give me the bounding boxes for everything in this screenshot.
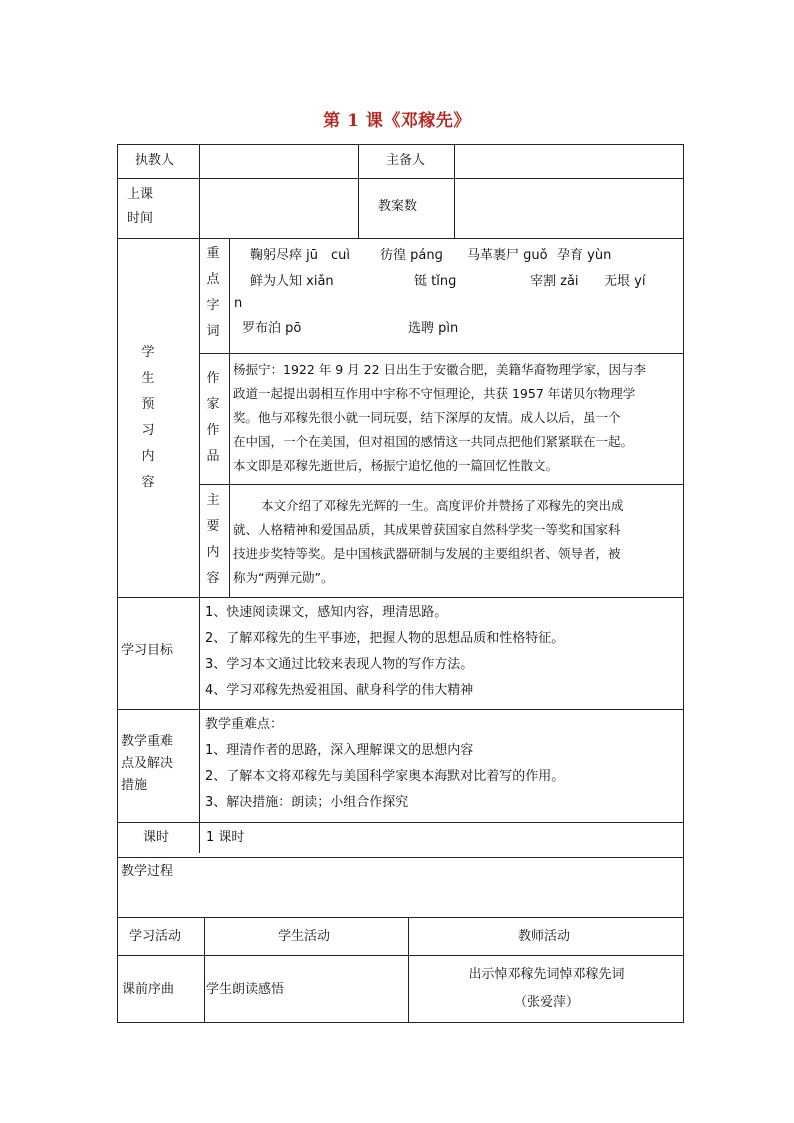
difficulty-list: 教学重难点： 1、理清作者的思路，深入理解课文的思想内容 2、了解本文将邓稼先与美国科学家奥本海默对比着写的作用。 3、解决措施：朗读；小组合作探究: [205, 717, 565, 810]
preview-label: 学 生 预 习 内 容: [141, 345, 155, 490]
plan-count-label: 教案数: [378, 199, 418, 214]
col-divider: [204, 917, 205, 1023]
activity-header-teacher: 教师活动: [518, 929, 571, 944]
teacher-label: 执教人: [135, 153, 175, 168]
row-divider: [117, 178, 684, 179]
key-word: 无垠 yí: [604, 274, 646, 289]
hours-value: 1 课时: [206, 830, 245, 845]
col-divider: [229, 238, 230, 597]
key-word: 宰割 zǎi: [530, 274, 579, 289]
row-divider: [117, 857, 684, 858]
author-label: 作 家 作 品: [206, 371, 220, 464]
difficulty-label: 教学重难 点及解决 措施: [121, 734, 174, 793]
row-divider: [199, 353, 684, 354]
row-divider: [117, 238, 684, 239]
key-word: 鞠躬尽瘁 jū cuì: [250, 248, 350, 263]
key-word: 选聘 pìn: [408, 321, 459, 336]
key-word: 彷徨 pánɡ: [380, 248, 443, 263]
key-word-wrap: n: [234, 296, 243, 311]
goals-list: 1、快速阅读课文，感知内容，理清思路。 2、了解邓稼先的生平事迹，把握人物的思想品质和性格特征。 3、学习本文通过比较来表现人物的写作方法。 4、学习邓稼先热爱祖国、献身科学的伟大精神: [205, 605, 565, 698]
key-word: 鲜为人知 xiǎn: [250, 274, 334, 289]
row-divider: [117, 709, 684, 710]
preparer-label: 主备人: [386, 153, 426, 168]
key-word: 罗布泊 pō: [242, 321, 302, 336]
activity-teacher: 出示悼邓稼先词悼邓稼先词: [468, 967, 625, 982]
page-title: 第 1 课《邓稼先》: [323, 111, 471, 131]
key-word: 孕育 yùn: [557, 248, 612, 263]
activity-student: 学生朗读感悟: [206, 982, 285, 997]
row-divider: [117, 955, 684, 956]
key-word: 马革裹尸 ɡuǒ: [467, 248, 548, 263]
row-divider: [199, 484, 684, 485]
row-divider: [117, 822, 684, 823]
activity-header-learning: 学习活动: [129, 929, 182, 944]
main-content-label: 主 要 内 容: [206, 493, 220, 586]
class-time-label: 上课: [127, 187, 154, 202]
class-time-label: 时间: [127, 211, 154, 226]
key-word: 铤 tǐnɡ: [414, 274, 457, 289]
activity-teacher-author: （张爱萍）: [513, 995, 579, 1010]
author-text: 杨振宁：1922 年 9 月 22 日出生于安徽合肥，美籍华裔物理学家，因与李 政道一起提出弱相互作用中宇称不守恒理论，共获 1957 年诺贝尔物理学 奖。他与邓稼先很小就一同玩耍，结下深厚的友情。成人以后，虽一个 在中国，一个在美国，但对祖国的感情这一共同点把他们紧紧联在一起。 本文即是邓稼先逝世后，杨振宁追忆他的一篇回忆性散文。: [233, 362, 647, 473]
row-divider: [117, 917, 684, 918]
activity-header-student: 学生活动: [278, 929, 331, 944]
goals-label: 学习目标: [121, 643, 174, 658]
hours-label: 课时: [143, 830, 170, 845]
col-divider: [358, 144, 359, 238]
col-divider: [454, 144, 455, 238]
col-divider: [199, 144, 200, 853]
activity-learning: 课前序曲: [122, 982, 175, 997]
main-content-text: 本文介绍了邓稼先光辉的一生。高度评价并赞扬了邓稼先的突出成 就、人格精神和爱国品质，其成果曾获国家自然科学奖一等奖和国家科 技进步奖特等奖。是中国核武器研制与发展的主要组织者、领导者，被 称为“两弹元勋”。: [233, 498, 624, 585]
row-divider: [117, 597, 684, 598]
process-label: 教学过程: [121, 864, 174, 879]
key-words-label: 重 点 字 词: [206, 246, 220, 339]
